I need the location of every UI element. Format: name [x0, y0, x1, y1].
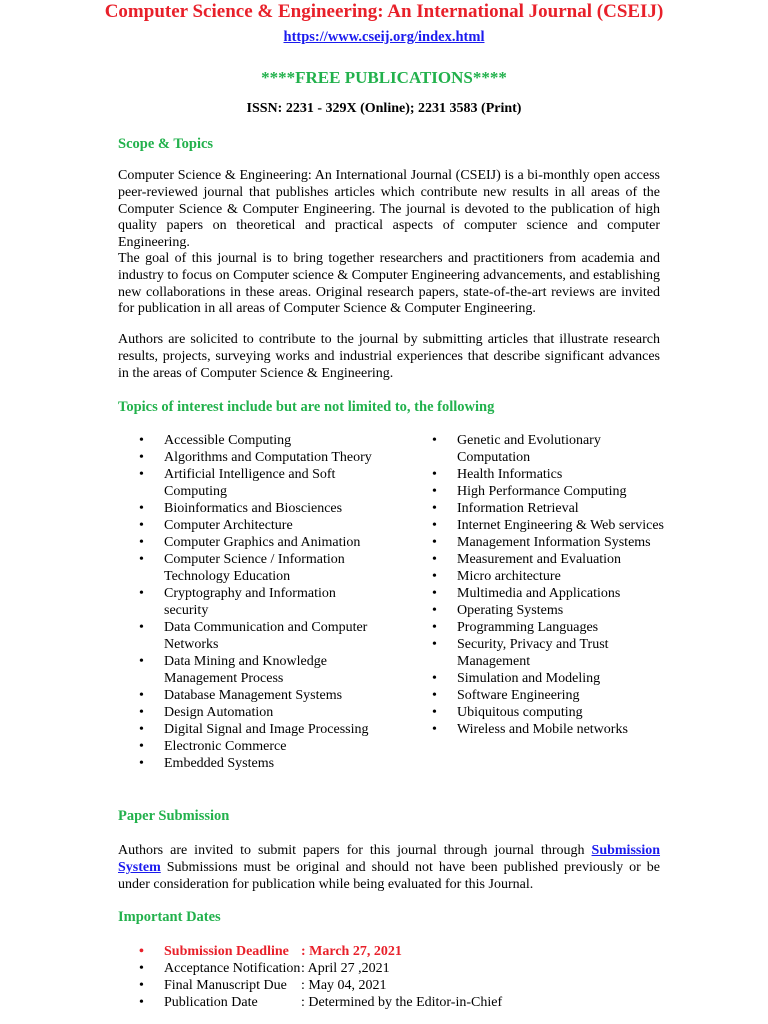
important-dates-list: [164, 943, 502, 1011]
list-item: [164, 994, 502, 1011]
list-item: • Multimedia and Applications: [457, 585, 667, 602]
scope-paragraph-3: Authors are solicited to contribute to the journal by submitting articles that illustrate research results, projects, surveying works and industrial experiences that describe significant advances in the areas of Computer Science & Engineering.: [118, 332, 660, 381]
list-item: • Electronic Commerce: [164, 738, 374, 755]
list-item: • Ubiquitous computing: [457, 704, 667, 721]
submission-heading: Paper Submission: [118, 808, 230, 824]
date-value: : Determined by the Editor-in-Chief: [301, 995, 503, 1010]
date-label: Final Manuscript Due: [164, 978, 287, 993]
list-item: • Cryptography and Information security: [164, 585, 374, 619]
submission-paragraph: [118, 843, 660, 893]
list-item: • Embedded Systems: [164, 755, 374, 772]
date-label: Publication Date: [164, 995, 258, 1010]
list-item: • Micro architecture: [457, 568, 667, 585]
list-item: • Design Automation: [164, 704, 374, 721]
list-item: • Computer Architecture: [164, 517, 374, 534]
journal-url-link[interactable]: https://www.cseij.org/index.html: [283, 29, 485, 45]
scope-paragraph-2: The goal of this journal is to bring together researchers and practitioners from academia and industry to focus on Computer science & Computer Engineering advancements, and establishing new collaborations in these areas. Original research papers, state-of-the-art reviews are invited for publication in all areas of Computer Science & Computer Engineering.: [118, 251, 660, 317]
topics-heading: Topics of interest include but are not limited to, the following: [118, 399, 495, 415]
scope-paragraph-1: Computer Science & Engineering: An International Journal (CSEIJ) is a bi-monthly open access peer-reviewed journal that publishes articles which contribute new results in all areas of the Computer Science & Computer Engineering. The journal is devoted to the publication of high quality papers on theoretical and practical aspects of computer science and computer Engineering.: [118, 168, 660, 251]
list-item: • Computer Science / Information Technology Education: [164, 551, 374, 585]
list-item: • Data Communication and Computer Networks: [164, 619, 374, 653]
list-item: • Programming Languages: [457, 619, 667, 636]
submission-text-body: Submissions must be original and should not have been published previously or be under consideration for publication while being evaluated for this Journal.: [118, 859, 660, 892]
date-value: : March 27, 2021: [301, 944, 402, 959]
list-item: • Accessible Computing: [164, 432, 374, 449]
list-item: • Operating Systems: [457, 602, 667, 619]
list-item: • Digital Signal and Image Processing: [164, 721, 374, 738]
list-item: • Database Management Systems: [164, 687, 374, 704]
list-item: [164, 943, 502, 960]
list-item: • Internet Engineering & Web services: [457, 517, 667, 534]
list-item: • Genetic and Evolutionary Computation: [457, 432, 667, 466]
list-item: • Wireless and Mobile networks: [457, 721, 667, 738]
date-label: Submission Deadline: [164, 944, 289, 959]
topics-list-right: [457, 432, 667, 738]
journal-title: Computer Science & Engineering: An International Journal (CSEIJ): [104, 1, 664, 22]
list-item: • High Performance Computing: [457, 483, 667, 500]
list-item: • Algorithms and Computation Theory: [164, 449, 374, 466]
list-item: • Security, Privacy and Trust Management: [457, 636, 667, 670]
issn-line: ISSN: 2231 - 329X (Online); 2231 3583 (Print): [246, 101, 522, 116]
dates-heading: Important Dates: [118, 909, 221, 925]
list-item: • Data Mining and Knowledge Management Process: [164, 653, 374, 687]
scope-heading: Scope & Topics: [118, 136, 214, 152]
date-value: : April 27 ,2021: [301, 961, 390, 976]
topics-list-left: [164, 432, 374, 772]
list-item: • Artificial Intelligence and Soft Computing: [164, 466, 374, 500]
list-item: • Information Retrieval: [457, 500, 667, 517]
submission-text-intro: Authors are invited to submit papers for this journal through journal through: [118, 843, 585, 858]
list-item: • Measurement and Evaluation: [457, 551, 667, 568]
free-publications-banner: ****FREE PUBLICATIONS****: [261, 68, 507, 87]
list-item: • Computer Graphics and Animation: [164, 534, 374, 551]
list-item: [164, 977, 502, 994]
list-item: [164, 960, 502, 977]
list-item: • Health Informatics: [457, 466, 667, 483]
list-item: • Management Information Systems: [457, 534, 667, 551]
list-item: • Software Engineering: [457, 687, 667, 704]
date-label: Acceptance Notification: [164, 961, 301, 976]
list-item: • Simulation and Modeling: [457, 670, 667, 687]
list-item: • Bioinformatics and Biosciences: [164, 500, 374, 517]
submission-system-link[interactable]: Submission System: [118, 843, 661, 875]
date-value: : May 04, 2021: [301, 978, 387, 993]
